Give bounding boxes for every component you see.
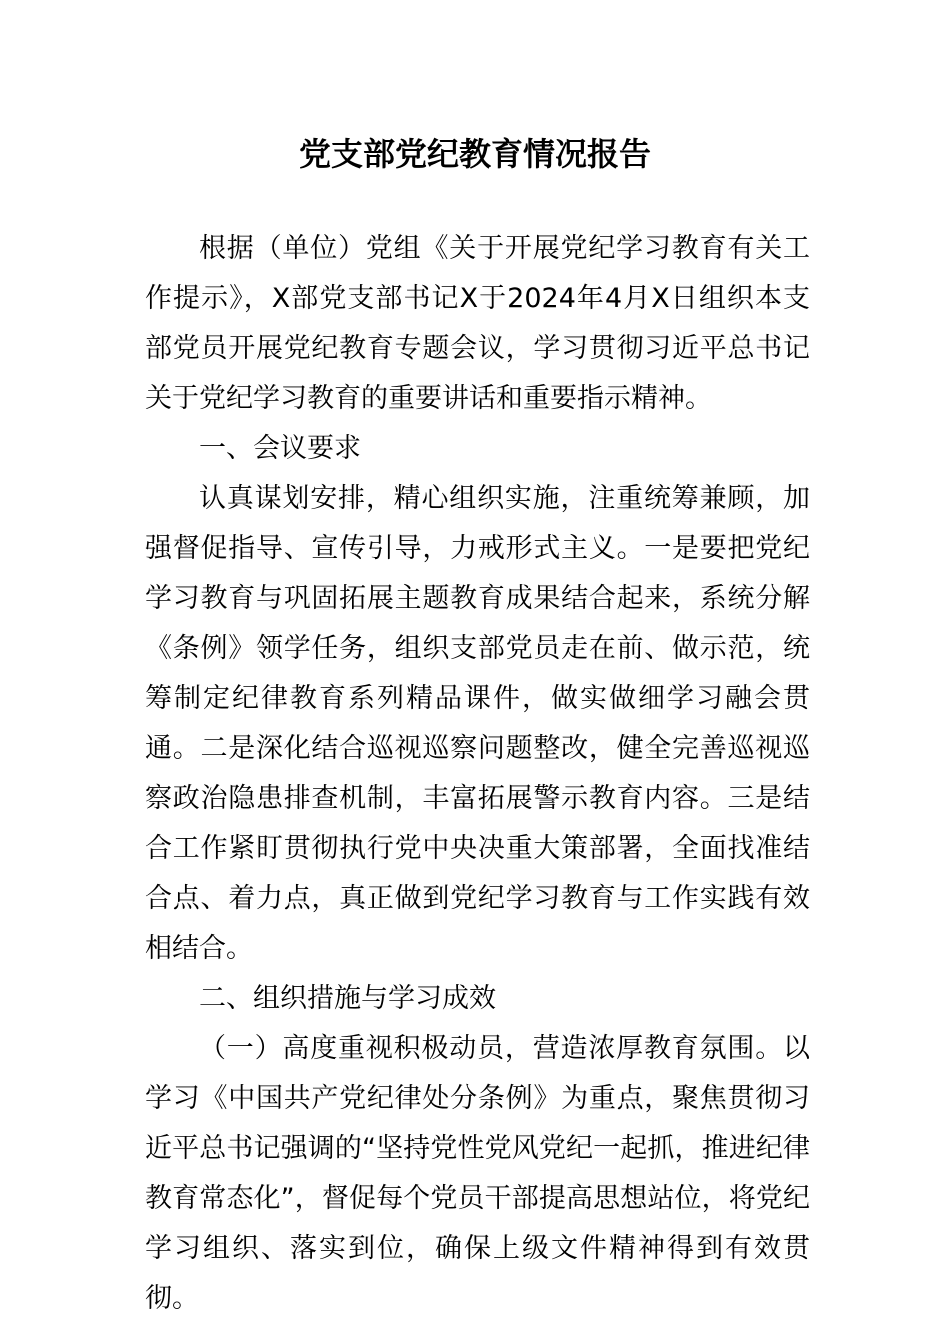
requirements-paragraph: 认真谋划安排，精心组织实施，注重统筹兼顾，加强督促指导、宣传引导，力戒形式主义。一是要把党纪学习教育与巩固拓展主题教育成果结合起来，系统分解《条例》领学任务，组织支部党员走在前、做示范，统筹制定纪律教育系列精品课件，做实做细学习融会贯通。二是深化结合巡视巡察问题整改，健全完善巡视巡察政治隐患排查机制，丰富拓展警示教育内容。三是结合工作紧盯贯彻执行党中央决重大策部署，全面找准结合点、着力点，真正做到党纪学习教育与工作实践有效相结合。 xyxy=(145,483,810,964)
document-body xyxy=(145,224,810,1324)
document-title: 党支部党纪教育情况报告 xyxy=(298,135,651,173)
section-heading-measures-results: 二、组织措施与学习成效 xyxy=(199,983,496,1014)
section-heading-meeting-requirements: 一、会议要求 xyxy=(199,433,361,464)
intro-paragraph: 根据（单位）党组《关于开展党纪学习教育有关工作提示》，X部党支部书记X于2024年4月X日组织本支部党员开展党纪教育专题会议，学习贯彻习近平总书记关于党纪学习教育的重要讲话和重要指示精神。 xyxy=(145,233,810,414)
measures-paragraph: （一）高度重视积极动员，营造浓厚教育氛围。以学习《中国共产党纪律处分条例》为重点，聚焦贯彻习近平总书记强调的“坚持党性党风党纪一起抓，推进纪律教育常态化”，督促每个党员干部提高思想站位，将党纪学习组织、落实到位，确保上级文件精神得到有效贯彻。 xyxy=(145,1033,810,1314)
